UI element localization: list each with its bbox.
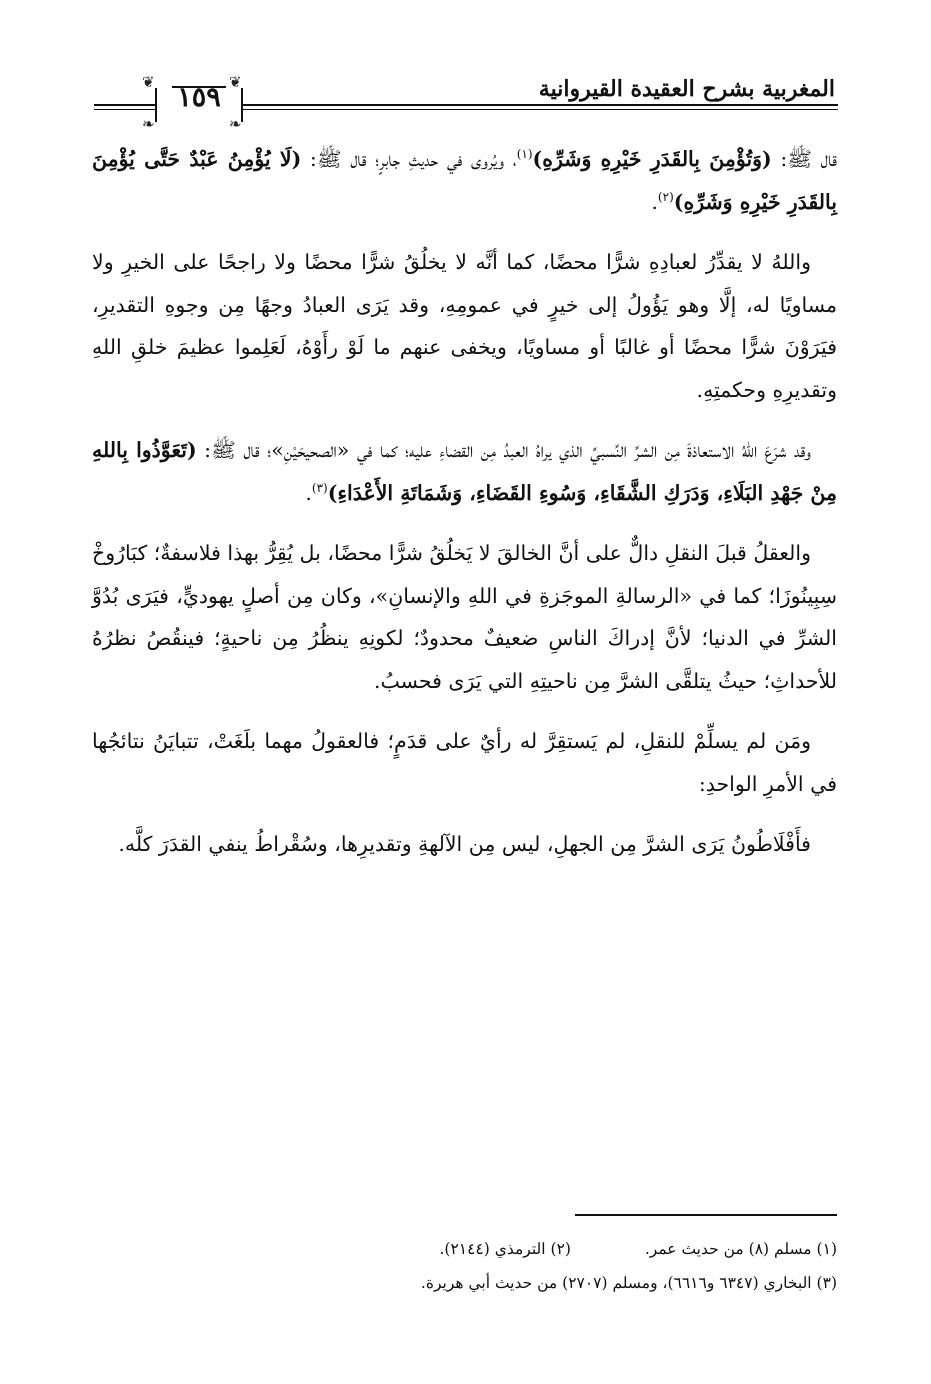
paragraph-text: فأَفْلَاطُونُ يَرَى الشرَّ مِن الجهلِ، ليس مِن الآلهةِ وتقديرِها، وسُقْراطُ ينفي القدَرَ كلَّه. [118,832,811,856]
footnote-ref: (٣) [311,480,328,495]
footnote-ref: (١) [516,147,533,162]
footnote-text: الترمذي (٢١٤٤). [439,1240,546,1258]
hadith-quote: (لَا يُؤْمِنُ عَبْدٌ حَتَّى يُؤْمِنَ بِالقَدَرِ خَيْرِهِ وَشَرِّهِ) [92,147,837,214]
paragraph-text: وقد شرَعَ اللهُ الاستعاذةَ مِن الشرِّ النِّسبيِّ الذي يراهُ العبدُ مِن القضاءِ عليه؛ كما في «الصحيحَيْنِ»؛ قال ﷺ: [196,438,811,462]
paragraph [92,532,837,702]
footnote-line [92,1232,837,1266]
ornament-icon: ❦ [142,73,155,91]
paragraph [92,823,837,866]
paragraph-text: قال ﷺ: [771,147,838,171]
page-number: ١٥٩ [177,82,221,113]
header-rule-right [243,104,838,106]
ornament-icon: ❦ [229,73,242,91]
header-rule-left [94,104,155,106]
paragraph-text: ، ويُروى في حديثِ جابرٍ؛ قال ﷺ: [301,147,517,171]
hadith-quote: (وَتُؤْمِنَ بِالقَدَرِ خَيْرِهِ وَشَرِّهِ) [532,147,772,171]
footnote-ref: (٢) [657,189,674,204]
footnotes [92,1232,837,1300]
paragraph [92,241,837,411]
paragraph [92,138,837,223]
paragraph-text: والعقلُ قبلَ النقلِ دالٌّ على أنَّ الخالقَ لا يَخلُقُ شرًّا محضًا، بل يُقِرُّ بهذا فلاسفةٌ؛ كبَارُوخْ سِبِينُوزَا؛ كما في «الرسالةِ الموجَزةِ في اللهِ والإنسانِ»، وكان مِن أصلٍ يهوديٍّ، فيَرَى بُدُوَّ الشرِّ في الدنيا؛ لأنَّ إدراكَ الناسِ ضعيفٌ محدودٌ؛ لكونِهِ ينظُرُ مِن ناحيةٍ؛ فينقُصُ نظرُهُ للأحداثِ؛ حيثُ يتلقَّى الشرَّ مِن ناحيتِهِ التي يَرَى فحسبُ. [92,541,837,693]
footnote-text: البخاري (٦٣٤٧ و٦٦١٦)، ومسلم (٢٧٠٧) من حديث أبي هريرة. [420,1274,812,1292]
footnote-number: (٣) [816,1274,837,1292]
hadith-quote: (تَعَوَّذُوا بِاللهِ مِنْ جَهْدِ البَلَاءِ، وَدَرَكِ الشَّقَاءِ، وَسُوءِ القَضَاءِ، وَشَمَاتَةِ الأَعْدَاءِ) [92,438,837,505]
header-rule-left-thin [94,109,155,110]
paragraph-text: . [651,189,658,214]
paragraph-text: واللهُ لا يقدِّرُ لعبادِهِ شرًّا محضًا، كما أنَّه لا يخلُقُ شرًّا محضًا ولا راجحًا على الخيرِ ولا مساويًا له، إلَّا وهو يَؤُولُ إلى خيرٍ في عمومِهِ، وقد يَرَى العبادُ وجهًا مِن وجوهِ التقديرِ، فيَرَوْنَ شرًّا محضًا أو غالبًا أو مساويًا، ويخفى عنهم ما لَوْ رأَوْهُ، لَعَلِموا عظيمَ خلقِ اللهِ وتقديرِهِ وحكمتِهِ. [92,250,837,402]
paragraph [92,429,837,514]
main-text [92,138,837,884]
paragraph [92,720,837,805]
footnote-line [92,1266,837,1300]
ornament-icon: ❧ [142,115,155,133]
footnote-number: (٢) [550,1240,571,1258]
paragraph-text: ومَن لم يسلِّمْ للنقلِ، لم يَستقِرَّ له رأيٌ على قدَمٍ؛ فالعقولُ مهما بلَغَتْ، تتبايَنُ نتائجُها في الأمرِ الواحدِ: [92,729,837,796]
running-header-title: المغربية بشرح العقيدة القيروانية [538,76,835,102]
footnote-separator [575,1214,837,1216]
header-rule-right-thin [243,109,838,110]
footnote-text: مسلم (٨) من حديث عمر. [644,1240,812,1258]
paragraph-text: . [305,480,312,505]
footnote-number: (١) [816,1240,837,1258]
ornament-icon: ❧ [229,115,242,133]
